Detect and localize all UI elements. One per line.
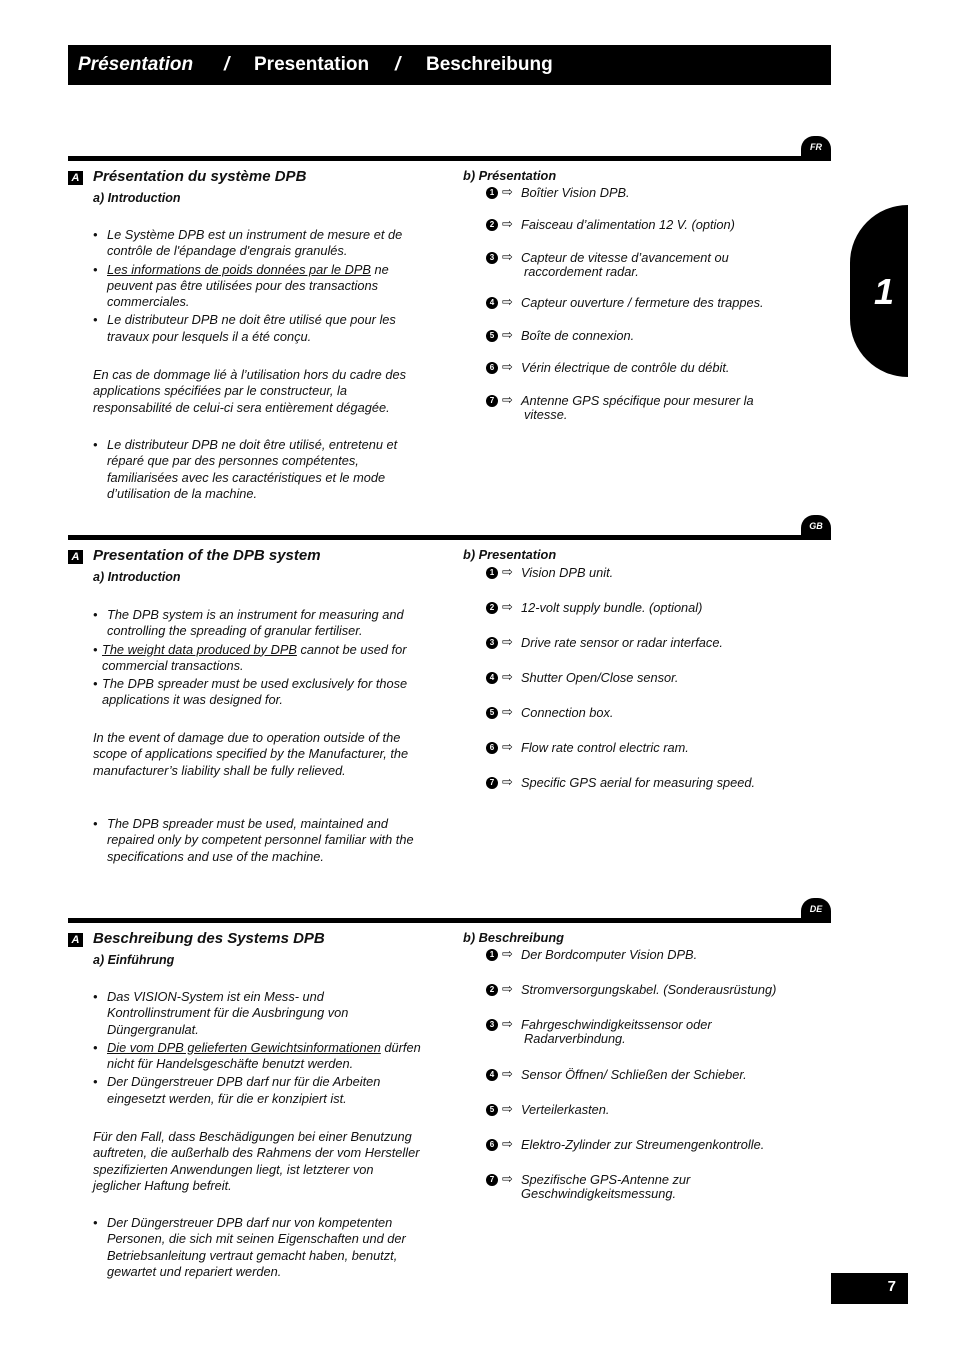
section-rule bbox=[68, 156, 831, 161]
component-item: 4 ⇨ Capteur ouverture / fermeture des trappes. bbox=[486, 296, 786, 310]
component-item: 6 ⇨ Vérin électrique de contrôle du débit. bbox=[486, 361, 786, 375]
header-title-fr: Présentation bbox=[78, 54, 194, 75]
component-item: 5 ⇨ Connection box. bbox=[486, 706, 786, 720]
section-title: Présentation du système DPB bbox=[93, 168, 307, 185]
arrow-icon: ⇨ bbox=[502, 1101, 513, 1116]
number-icon: 6 bbox=[486, 742, 498, 754]
bullet-list bbox=[93, 816, 423, 865]
chapter-tab bbox=[850, 205, 908, 377]
arrow-icon: ⇨ bbox=[502, 1066, 513, 1081]
arrow-icon: ⇨ bbox=[502, 1016, 513, 1031]
section-subtitle: a) Introduction bbox=[93, 570, 181, 584]
arrow-icon: ⇨ bbox=[502, 1171, 513, 1186]
bullet-list bbox=[93, 989, 423, 1107]
bullet-list bbox=[93, 227, 423, 345]
number-icon: 3 bbox=[486, 252, 498, 264]
header-title-gb: Presentation bbox=[254, 54, 370, 75]
arrow-icon: ⇨ bbox=[502, 216, 513, 231]
bullet-item: • Les informations de poids données par le DPB ne peuvent pas être utilisées pour des transactions commerciales. bbox=[93, 261, 389, 310]
bullet-item: • Der Düngerstreuer DPB darf nur von kompetenten Personen, die sich mit seinen Eigenschaften und der Betriebsanleitung vertraut gemacht haben, benutzt, gewartet und repariert werden. bbox=[93, 1215, 406, 1279]
header-title-de: Beschreibung bbox=[426, 54, 553, 75]
number-icon: 4 bbox=[486, 297, 498, 309]
b-title: b) Présentation bbox=[463, 168, 557, 183]
component-item: 7 ⇨ Antenne GPS spécifique pour mesurer la vitesse. bbox=[486, 394, 786, 422]
component-item: 7 ⇨ Specific GPS aerial for measuring speed. bbox=[486, 776, 786, 790]
arrow-icon: ⇨ bbox=[502, 669, 513, 684]
underlined-text: The weight data produced by DPB bbox=[102, 641, 297, 657]
lang-badge-de: DE bbox=[801, 898, 831, 922]
arrow-icon: ⇨ bbox=[502, 327, 513, 342]
arrow-icon: ⇨ bbox=[502, 739, 513, 754]
section-marker: A bbox=[68, 171, 83, 185]
bullet-item: • Die vom DPB gelieferten Gewichtsinformationen dürfen nicht für Handelsgeschäfte benutzt werden. bbox=[93, 1039, 421, 1072]
arrow-icon: ⇨ bbox=[502, 946, 513, 961]
number-icon: 7 bbox=[486, 395, 498, 407]
component-item: 2 ⇨ Stromversorgungskabel. (Sonderausrüstung) bbox=[486, 983, 786, 997]
arrow-icon: ⇨ bbox=[502, 774, 513, 789]
bullet-item: • Le distributeur DPB ne doit être utilisé que pour les travaux pour lesquels il a été conçu. bbox=[93, 312, 396, 344]
arrow-icon: ⇨ bbox=[502, 249, 513, 264]
bullet-item: • The DPB spreader must be used exclusively for those applications it was designed for. bbox=[93, 676, 408, 708]
section-subtitle: a) Einführung bbox=[93, 953, 175, 967]
number-icon: 7 bbox=[486, 1174, 498, 1186]
bullet-item: • The DPB spreader must be used, maintained and repaired only by competent personnel familiar with the specifications and use of the machine. bbox=[93, 816, 414, 864]
arrow-icon: ⇨ bbox=[502, 704, 513, 719]
bullet-list bbox=[93, 437, 423, 502]
number-icon: 6 bbox=[486, 1139, 498, 1151]
number-icon: 5 bbox=[486, 330, 498, 342]
bullet-item: • Der Düngerstreuer DPB darf nur für die Arbeiten eingesetzt werden, für die er konzipiert ist. bbox=[93, 1074, 381, 1106]
component-item: 2 ⇨ Faisceau d’alimentation 12 V. (option) bbox=[486, 218, 786, 232]
section-marker: A bbox=[68, 933, 83, 947]
component-item: 3 ⇨ Capteur de vitesse d’avancement ou raccordement radar. bbox=[486, 251, 786, 279]
component-item: 4 ⇨ Sensor Öffnen/ Schließen der Schieber. bbox=[486, 1068, 786, 1082]
b-title: b) Presentation bbox=[463, 547, 557, 562]
component-item: 6 ⇨ Flow rate control electric ram. bbox=[486, 741, 786, 755]
arrow-icon: ⇨ bbox=[502, 392, 513, 407]
page-number-box bbox=[831, 1273, 908, 1304]
number-icon: 5 bbox=[486, 1104, 498, 1116]
component-item: 1 ⇨ Boîtier Vision DPB. bbox=[486, 186, 786, 200]
number-icon: 3 bbox=[486, 1019, 498, 1031]
number-icon: 2 bbox=[486, 984, 498, 996]
number-icon: 1 bbox=[486, 187, 498, 199]
bullet-item: • Le Système DPB est un instrument de mesure et de contrôle de l'épandage d'engrais granulés. bbox=[93, 227, 403, 259]
section-rule bbox=[68, 918, 831, 923]
number-icon: 7 bbox=[486, 777, 498, 789]
number-icon: 3 bbox=[486, 637, 498, 649]
component-item: 1 ⇨ Der Bordcomputer Vision DPB. bbox=[486, 948, 786, 962]
bullet-list bbox=[93, 607, 423, 709]
number-icon: 2 bbox=[486, 219, 498, 231]
component-item: 6 ⇨ Elektro-Zylinder zur Streumengenkontrolle. bbox=[486, 1138, 786, 1152]
underlined-text: Les informations de poids données par le DPB bbox=[107, 261, 371, 277]
component-item: 5 ⇨ Boîte de connexion. bbox=[486, 329, 786, 343]
arrow-icon: ⇨ bbox=[502, 294, 513, 309]
chapter-number: 1 bbox=[874, 271, 895, 312]
b-title: b) Beschreibung bbox=[463, 930, 564, 945]
header-separator: / bbox=[224, 54, 230, 75]
number-icon: 5 bbox=[486, 707, 498, 719]
arrow-icon: ⇨ bbox=[502, 599, 513, 614]
component-item: 3 ⇨ Fahrgeschwindigkeitssensor oder Radarverbindung. bbox=[486, 1018, 786, 1046]
bullet-item: • The DPB system is an instrument for measuring and controlling the spreading of granular fertiliser. bbox=[93, 607, 404, 639]
arrow-icon: ⇨ bbox=[502, 564, 513, 579]
component-item: 3 ⇨ Drive rate sensor or radar interface. bbox=[486, 636, 786, 650]
arrow-icon: ⇨ bbox=[502, 359, 513, 374]
component-item: 2 ⇨ 12-volt supply bundle. (optional) bbox=[486, 601, 786, 615]
component-item: 7 ⇨ Spezifische GPS-Antenne zur Geschwindigkeitsmessung. bbox=[486, 1173, 786, 1201]
arrow-icon: ⇨ bbox=[502, 1136, 513, 1151]
lang-badge-gb: GB bbox=[801, 515, 831, 539]
number-icon: 2 bbox=[486, 602, 498, 614]
header-bar bbox=[68, 45, 831, 85]
section-marker: A bbox=[68, 550, 83, 564]
page-number: 7 bbox=[887, 1278, 896, 1295]
number-icon: 4 bbox=[486, 672, 498, 684]
paragraph: Für den Fall, dass Beschädigungen bei einer Benutzung auftreten, die außerhalb des Rahmens der vom Hersteller spezifizierten Anwendungen liegt, ist letzterer von jeglicher Haftung befreit. bbox=[93, 1129, 420, 1193]
section-subtitle: a) Introduction bbox=[93, 191, 181, 205]
header-separator: / bbox=[395, 54, 401, 75]
bullet-item: • Le distributeur DPB ne doit être utilisé, entretenu et réparé que par des personnes compétentes, familiarisées avec les caractéristiques et le mode d’utilisation de la machine. bbox=[93, 437, 398, 501]
section-title: Beschreibung des Systems DPB bbox=[93, 930, 325, 947]
paragraph: En cas de dommage lié à l’utilisation hors du cadre des applications spécifiées par le constructeur, la responsabilité de celui-ci sera entièrement dégagée. bbox=[93, 367, 406, 415]
number-icon: 1 bbox=[486, 567, 498, 579]
arrow-icon: ⇨ bbox=[502, 634, 513, 649]
number-icon: 4 bbox=[486, 1069, 498, 1081]
arrow-icon: ⇨ bbox=[502, 981, 513, 996]
bullet-item: • Das VISION-System ist ein Mess- und Kontrollinstrument für die Ausbringung von Düngergranulat. bbox=[93, 989, 349, 1037]
number-icon: 1 bbox=[486, 949, 498, 961]
number-icon: 6 bbox=[486, 362, 498, 374]
bullet-list bbox=[93, 1215, 423, 1280]
section-rule bbox=[68, 535, 831, 540]
section-title: Presentation of the DPB system bbox=[93, 547, 321, 564]
underlined-text: Die vom DPB gelieferten Gewichtsinformationen bbox=[107, 1039, 381, 1055]
paragraph: In the event of damage due to operation outside of the scope of applications specified by the Manufacturer, the manufacturer’s liability shall be fully relieved. bbox=[93, 730, 409, 778]
bullet-item: • The weight data produced by DPB cannot be used for commercial transactions. bbox=[93, 641, 407, 673]
component-item: 5 ⇨ Verteilerkasten. bbox=[486, 1103, 786, 1117]
arrow-icon: ⇨ bbox=[502, 184, 513, 199]
component-item: 1 ⇨ Vision DPB unit. bbox=[486, 566, 786, 580]
component-item: 4 ⇨ Shutter Open/Close sensor. bbox=[486, 671, 786, 685]
lang-badge-fr: FR bbox=[801, 136, 831, 160]
